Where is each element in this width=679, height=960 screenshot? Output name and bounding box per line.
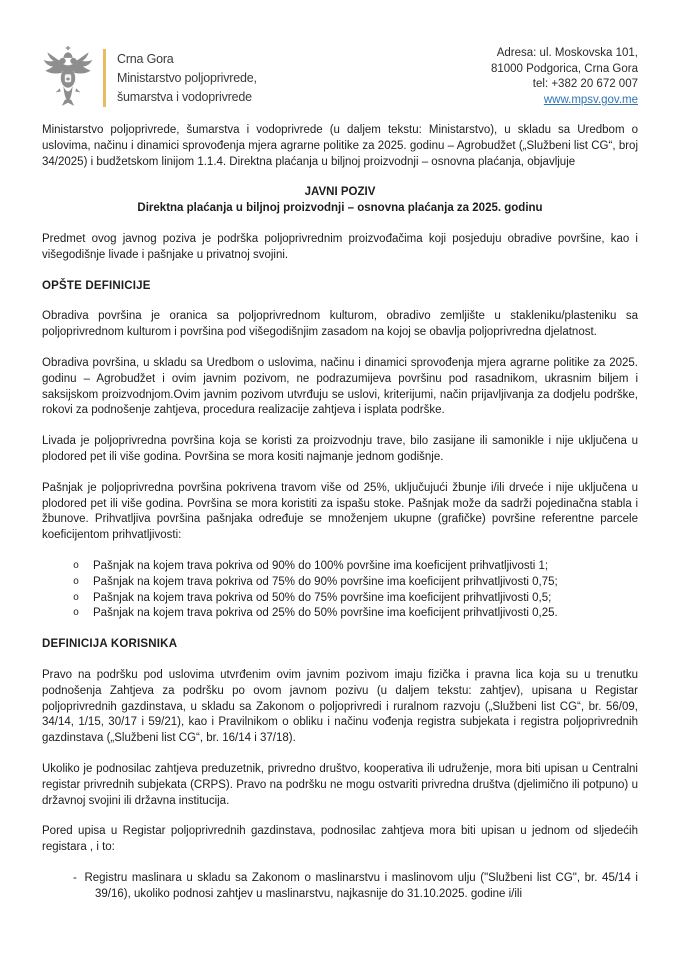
olive-register-list-item	[73, 871, 638, 903]
bullet-icon: o	[73, 576, 80, 588]
pasture-paragraph: Pašnjak je poljoprivredna površina pokrivena travom više od 25%, uključujući žbunje i/ili drveće i nije uključena u plodored pet ili više godina. Površina se mora koristiti za ispašu stoke. Pašnjak može da sadrži pojedinačna stabla i žbunove. Prihvatljiva površina pašnjaka određuje se množenjem ukupne (grafičke) površine referentne parcele koeficijentom prihvatljivosti:	[42, 481, 638, 542]
list-item	[73, 575, 638, 591]
arable-area-paragraph-1: Obradiva površina je oranica sa poljoprivrednom kulturom, obradivo zemljište u stakleniku/plasteniku sa poljoprivrednom kulturom i površina pod višegodišnjim zasadom na kojoj se obavlja poljoprivredna djelatnost.	[42, 310, 638, 339]
ministry-brand	[42, 45, 257, 111]
list-item	[73, 606, 638, 622]
ministry-name	[117, 50, 257, 107]
meadow-paragraph: Livada je poljoprivredna površina koja se koristi za proizvodnju trave, bilo zasijane ili samonikle i nije uključena u plodored pet ili više godina. Površina se mora kositi najmanje jednom godišnje.	[42, 435, 638, 463]
header-gold-divider	[103, 49, 106, 107]
bullet-icon: o	[73, 560, 80, 572]
address-line2: 81000 Podgorica, Crna Gora	[490, 62, 638, 75]
letterhead	[42, 45, 638, 111]
registers-intro-paragraph: Pored upisa u Registar poljoprivrednih gazdinstava, podnosilac zahtjeva mora biti upisan u jednom od sljedećih registara , i to:	[42, 825, 638, 854]
section-heading-general-definitions: OPŠTE DEFINICIJE	[42, 279, 151, 292]
title-block	[42, 185, 638, 217]
pasture-coefficient-list	[42, 559, 638, 622]
document-subtitle: Direktna plaćanja u biljnoj proizvodnji – osnovna plaćanja za 2025. godinu	[137, 202, 543, 215]
bullet-icon: o	[73, 608, 80, 620]
phone-number: tel: +382 20 672 007	[532, 78, 638, 90]
intro-paragraph: Ministarstvo poljoprivrede, šumarstva i vodoprivrede (u daljem tekstu: Ministarstvo), u skladu sa Uredbom o uslovima, načinu i dinamici sprovođenja mjera agrarne politike za 2025. godinu – Agrobudžet („Službeni list CG“, broj 34/2025) i budžetskom linijom 1.1.4. Direktna plaćanja u biljnoj proizvodnji – osnovna plaćanja, objavljuje	[42, 124, 638, 168]
address-line1: Adresa: ul. Moskovska 101,	[496, 47, 638, 59]
olive-register-text: Registru maslinara u skladu sa Zakonom o maslinarstvu i maslinovom ulju ("Službeni list CG", br. 45/14 i 39/16), ukoliko podnosi zahtjev u maslinarstvu, najkasnije do 31.10.2025. godine i/ili	[84, 871, 638, 900]
bullet-icon: o	[73, 592, 80, 604]
montenegro-coat-of-arms-icon	[42, 45, 94, 111]
list-item-text: Pašnjak na kojem trava pokriva od 25% do 50% površine ima koeficijent prihvatljivosti 0,25.	[93, 607, 558, 620]
document-body	[42, 123, 638, 902]
crps-paragraph: Ukoliko je podnosilac zahtjeva preduzetnik, privredno društvo, kooperativa ili udruženje, mora biti upisan u Centralni registar privrednih subjekata (CRPS). Pravo na podršku ne mogu ostvariti privredna društva (djelimično ili potpuno) u državnoj svojini ili državna institucija.	[42, 762, 638, 807]
dash-icon: -	[73, 871, 77, 884]
list-item-text: Pašnjak na kojem trava pokriva od 90% do 100% površine ima koeficijent prihvatljivosti 1;	[93, 559, 549, 572]
eligibility-paragraph: Pravo na podršku pod uslovima utvrđenim ovim javnim pozivom imaju fizička i pravna lica koja su u trenutku podnošenja Zahtjeva za podršku po ovom javnom pozivu (u daljem tekstu: zahtjev), upisana u Registar poljoprivrednih gazdinstava, u skladu sa Zakonom o poljoprivredi i ruralnom razvoju („Službeni list CG“, br. 56/09, 34/14, 1/15, 30/17 i 59/21), kao i Pravilnikom o obliku i načinu vođenja registra subjekata i registra poljoprivrednih gazdinstava („Službeni list CG“, br. 16/14 i 37/18).	[42, 668, 638, 745]
document-title: JAVNI POZIV	[304, 186, 376, 199]
list-item-text: Pašnjak na kojem trava pokriva od 50% do 75% površine ima koeficijent prihvatljivosti 0,5;	[93, 591, 552, 604]
list-item-text: Pašnjak na kojem trava pokriva od 75% do 90% površine ima koeficijent prihvatljivosti 0,75;	[93, 575, 558, 588]
website-link[interactable]: www.mpsv.gov.me	[543, 93, 638, 106]
section-heading-beneficiary-definition: DEFINICIJA KORISNIKA	[42, 638, 178, 651]
list-item	[73, 591, 638, 607]
contact-block	[491, 45, 638, 108]
arable-area-paragraph-2: Obradiva površina, u skladu sa Uredbom o uslovima, načinu i dinamici sprovođenja mjera agrarne politike za 2025. godinu – Agrobudžet i ovim javnim pozivom, ne podrazumijeva površinu pod rasadnikom, ukrasnim biljem i saksijskom proizvodnjom.Ovim javnim pozivom utvrđuju se uslovi, kriterijumi, način prijavljivanja za dodjelu podrške, rokovi za podnošenje zahtjeva, procedura realizacije zahtjeva i isplata podrške.	[42, 356, 638, 417]
country-name: Crna Gora	[117, 51, 174, 66]
subject-paragraph: Predmet ovog javnog poziva je podrška poljoprivrednim proizvođačima koji posjeduju obradive površine, kao i višegodišnje livade i pašnjake u privatnoj svojini.	[42, 232, 638, 261]
ministry-name-line1: Ministarstvo poljoprivrede,	[117, 70, 257, 85]
ministry-name-line2: šumarstva i vodoprivrede	[117, 89, 252, 104]
list-item	[73, 559, 638, 575]
